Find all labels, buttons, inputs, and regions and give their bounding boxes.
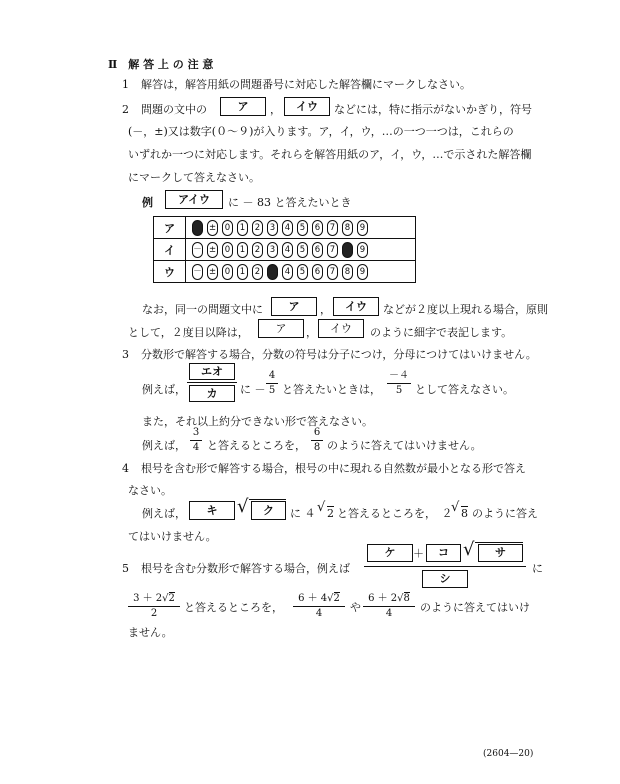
radical-overline (475, 542, 523, 543)
fraction-bar (387, 383, 411, 384)
item-4-text-f: のように答え (472, 507, 538, 520)
frac-box-bar (364, 566, 526, 567)
fraction-bar (311, 440, 323, 441)
note-text-c: などが２度以上現れる場合，原則 (383, 303, 548, 316)
mark-row (154, 239, 416, 261)
item-5-text-c: と答えるところを， (184, 601, 283, 614)
plus-sign: ＋ (413, 547, 424, 560)
fraction-bar (190, 440, 202, 441)
note-thin-box-a: ア (258, 319, 304, 338)
frac-box-bar (187, 382, 237, 383)
fraction-6p4r2-4 (293, 593, 345, 620)
mark-bubble[interactable]: 6 (312, 220, 323, 236)
item-2-text-e: いずれか一つに対応します。それらを解答用紙のア，イ，ウ，…で示された解答欄 (128, 148, 532, 161)
mark-bubble[interactable]: 3 (267, 242, 278, 258)
fraction-numerator: 4 (268, 370, 276, 381)
radical-sign-icon: √ (237, 496, 249, 517)
mark-bubble[interactable]: 0 (222, 264, 233, 280)
fraction-4-5 (266, 370, 278, 397)
mark-bubble[interactable]: 9 (357, 242, 368, 258)
fraction-bar (293, 606, 345, 607)
fraction-6-8 (311, 427, 323, 454)
answer-box-ko: コ (426, 544, 461, 562)
fraction-bar (363, 606, 415, 607)
fraction-3p2r2-2 (128, 593, 180, 620)
mark-row-label: イ (154, 239, 186, 261)
item-3-number: 3 (122, 348, 129, 361)
mark-row (154, 217, 416, 239)
item-4-text: 根号を含む形で解答する場合，根号の中に現れる自然数が最小となる形で答え (141, 462, 526, 475)
radical-overline (249, 499, 286, 500)
mark-bubble[interactable]: 9 (357, 220, 368, 236)
radical-eight: 8 (461, 507, 468, 520)
item-4-example-label: 例えば， (142, 507, 186, 520)
mark-bubble[interactable]: 3 (267, 220, 278, 236)
mark-bubble[interactable]: ± (207, 264, 218, 280)
mark-bubble[interactable]: ± (207, 220, 218, 236)
answer-box-eo: エオ (189, 363, 235, 380)
item-3-text-e: として答えなさい。 (415, 383, 514, 396)
item-1-text: 解答は，解答用紙の問題番号に対応した解答欄にマークしなさい。 (141, 78, 471, 91)
answer-box-aiu: アイウ (165, 190, 223, 209)
item-5-text-b: に (532, 562, 543, 575)
item-3-text-h: と答えるところを， (207, 439, 306, 452)
answer-box-ke: ケ (367, 544, 413, 562)
mark-row-bubbles (186, 239, 416, 261)
mark-row (154, 261, 416, 283)
item-2-text-a: 問題の文中の (141, 103, 207, 116)
radical-two: 2 (327, 507, 334, 520)
item-4-text-d: に ４ (290, 507, 316, 520)
fraction-denominator: 4 (192, 442, 200, 453)
mark-bubble[interactable]: 1 (237, 220, 248, 236)
answer-box-iu: イウ (284, 97, 330, 116)
fraction-numerator: 3 (192, 427, 200, 438)
mark-bubble[interactable]: 5 (297, 220, 308, 236)
mark-bubble[interactable]: 6 (312, 264, 323, 280)
fraction-denominator: 4 (385, 608, 393, 619)
item-1-number: 1 (122, 78, 129, 91)
mark-bubble[interactable]: 5 (297, 242, 308, 258)
mark-bubble[interactable]: 7 (327, 264, 338, 280)
item-5-text-d: や (350, 601, 361, 614)
mark-bubble[interactable]: 7 (327, 242, 338, 258)
item-2-text-c: などには，特に指示がないかぎり，符号 (334, 103, 532, 116)
example-label: 例 (142, 196, 153, 209)
mark-bubble[interactable]: 0 (222, 220, 233, 236)
mark-row-label: ア (154, 217, 186, 239)
item-3-text-d: と答えたいときは， (282, 383, 381, 396)
answer-box-sa: サ (478, 544, 523, 562)
fraction-neg4-5 (387, 370, 411, 397)
page-footer-code: (2604—20) (483, 749, 534, 759)
fraction-numerator: 6 ＋ 4√2 (298, 593, 340, 604)
mark-bubble[interactable]: 8 (342, 242, 353, 258)
note-text-a: なお，同一の問題文中に (142, 303, 263, 316)
mark-row-bubbles (186, 261, 416, 283)
mark-bubble[interactable]: 2 (252, 220, 263, 236)
answer-box-ki: キ (189, 501, 235, 520)
item-4-text-b: なさい。 (128, 484, 172, 497)
fraction-denominator: 2 (150, 608, 158, 619)
fraction-numerator: －４ (389, 370, 409, 381)
fraction-denominator: 8 (313, 442, 321, 453)
mark-bubble[interactable]: 4 (282, 264, 293, 280)
item-2-text-d: (－，±)又は数字(０～９)が入ります。ア，イ，ウ，…の一つ一つは，これらの (128, 125, 514, 138)
fraction-denominator: 5 (395, 385, 403, 396)
answer-box-ku: ク (251, 501, 286, 520)
fraction-6p2r8-4 (363, 593, 415, 620)
note-comma: ， (320, 303, 331, 316)
mark-row-label: ウ (154, 261, 186, 283)
fraction-denominator: 5 (268, 385, 276, 396)
item-3-text: 分数形で解答する場合，分数の符号は分子につけ，分母につけてはいけません。 (141, 348, 537, 361)
mark-bubble[interactable]: 4 (282, 242, 293, 258)
item-2-number: 2 (122, 103, 129, 116)
item-4-text-g: てはいけません。 (128, 530, 217, 543)
note-text-f: のように細字で表記します。 (370, 326, 513, 339)
fraction-bar (128, 606, 180, 607)
mark-bubble[interactable]: 2 (252, 242, 263, 258)
item-3-example-label: 例えば， (142, 383, 186, 396)
mark-bubble[interactable]: ± (207, 242, 218, 258)
item-3-text-c: に － (240, 383, 266, 396)
item-5-text-e: のように答えてはいけ (420, 601, 530, 614)
mark-bubble[interactable]: 8 (342, 264, 353, 280)
example-text: に － 83 と答えたいとき (228, 196, 352, 209)
answer-box-a: ア (220, 97, 266, 116)
item-2-text-f: にマークして答えなさい。 (128, 171, 260, 184)
item-3-text-f: また，それ以上約分できない形で答えなさい。 (142, 415, 373, 428)
item-5-number: 5 (122, 562, 129, 575)
item-3-text-i: のように答えてはいけません。 (327, 439, 482, 452)
section-title: Ⅱ 解 答 上 の 注 意 (108, 58, 214, 71)
fraction-3-4 (190, 427, 202, 454)
mark-row-bubbles (186, 217, 416, 239)
mark-bubble[interactable]: 7 (327, 220, 338, 236)
note-comma-2: ， (306, 326, 317, 339)
radical-sign-icon: √ (317, 500, 326, 515)
fraction-bar (266, 383, 278, 384)
mark-bubble[interactable]: 8 (342, 220, 353, 236)
mark-bubble[interactable]: 3 (267, 264, 278, 280)
item-4-number: 4 (122, 462, 129, 475)
fraction-denominator: 4 (315, 608, 323, 619)
fraction-numerator: 3 ＋ 2√2 (133, 593, 175, 604)
note-box-iu: イウ (333, 297, 379, 316)
mark-bubble[interactable]: － (192, 220, 203, 236)
radical-sign-icon: √ (463, 539, 475, 560)
mark-bubble[interactable]: 2 (252, 264, 263, 280)
mark-bubble[interactable]: 1 (237, 242, 248, 258)
item-4-text-e: と答えるところを， ２ (337, 507, 453, 520)
mark-bubble[interactable]: － (192, 242, 203, 258)
answer-box-shi: シ (422, 570, 468, 588)
fraction-numerator: 6 ＋ 2√8 (368, 593, 410, 604)
note-thin-box-iu: イウ (318, 319, 364, 338)
item-3-text-g: 例えば， (142, 439, 186, 452)
mark-bubble[interactable]: 0 (222, 242, 233, 258)
note-text-d: として，２度目以降は， (128, 326, 249, 339)
item-5-text-f: ません。 (128, 626, 173, 639)
item-5-text: 根号を含む分数形で解答する場合，例えば (141, 562, 350, 575)
mark-bubble[interactable]: 1 (237, 264, 248, 280)
mark-bubble[interactable]: － (192, 264, 203, 280)
item-2-comma: ， (270, 103, 281, 116)
mark-sheet-example (153, 216, 416, 283)
mark-bubble[interactable]: 6 (312, 242, 323, 258)
fraction-numerator: 6 (313, 427, 321, 438)
answer-box-ka: カ (189, 385, 235, 402)
radical-sign-icon: √ (451, 500, 460, 515)
mark-bubble[interactable]: 5 (297, 264, 308, 280)
mark-bubble[interactable]: 4 (282, 220, 293, 236)
mark-bubble[interactable]: 9 (357, 264, 368, 280)
note-box-a: ア (271, 297, 317, 316)
